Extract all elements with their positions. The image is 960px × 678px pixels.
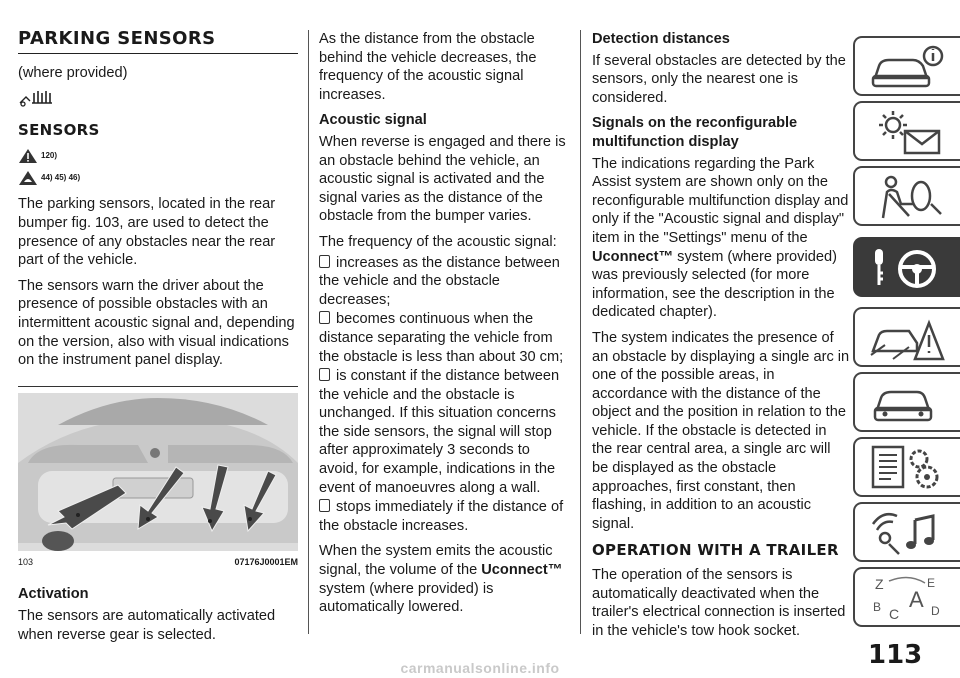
system-indication-text: The system indicates the presence of an obstacle by displaying a single arc in one of the possible areas, in accordance with the distance of the object and the position in relation to the vehicle. If the obstacle is detected in the rear central area, a single arc will be displayed as the obstacle approaches, first constant, then flashing, in addition to an acoustic signal. [592,329,850,532]
emergency-warning-triangle-icon [869,315,947,361]
bullet-item: is constant if the distance between the vehicle and the obstacle is unchanged. If this situation concerns the side sensors, the signal will stop after approximately 3 seconds to avoid, for example, indications in the event of manoeuvres along a wall. [319,368,560,496]
warning-triangle-icon [18,148,38,164]
page-number: 113 [868,640,923,670]
index-letter: Z [875,576,884,592]
column-divider-2 [580,30,581,634]
checkbox-bullet-icon [319,311,330,324]
index-letter: C [889,606,900,621]
trailer-text: The operation of the sensors is automatically deactivated when the trailer's electrical connection is inserted in the vehicle's tow hook socket. [592,567,846,639]
brand-uconnect: Uconnect™ [592,248,674,265]
display-signals-heading: Signals on the reconfigurable multifunction display [592,115,798,150]
key-steering-wheel-icon [869,245,947,291]
warning-reference [18,145,298,167]
bullet-item: becomes continuous when the distance separating the vehicle from the obstacle is less than about 30 cm; [319,311,564,365]
activation-text: The sensors are automatically activated when reverse gear is selected. [18,607,276,643]
warning-refs: 120) [41,151,58,161]
detection-text: If several obstacles are detected by the sensors, only the nearest one is considered. [592,52,846,106]
caution-refs: 44) 45) 46) [41,173,81,183]
index-letter: E [927,576,936,590]
figure-rule [18,386,298,387]
alphabetical-index-icon [869,575,947,621]
sensors-symbol-icon [18,89,298,113]
tab-safety[interactable] [853,166,960,226]
volume-text: When the system emits the acoustic signal, the volume of the Uconnect™ system (where provided) is automatically lowered. [319,543,563,616]
section-title-sensors: SENSORS [18,120,100,139]
bullet-item: stops immediately if the distance of the obstacle increases. [319,499,564,534]
index-letter: D [931,604,940,618]
checkbox-bullet-icon [319,255,330,268]
intro-text: As the distance from the obstacle behind the vehicle decreases, the frequency of the acoustic signal increases. [319,31,537,103]
car-service-icon [869,380,947,426]
column-3 [592,30,850,647]
index-letter: A [909,587,924,612]
tab-in-emergency[interactable] [853,307,960,367]
rear-bumper-sensors-illustration [18,393,298,551]
brand-uconnect: Uconnect™ [481,562,563,579]
tab-servicing-care[interactable] [853,372,960,432]
frequency-intro: The frequency of the acoustic signal: [319,233,557,250]
tab-starting-driving[interactable] [853,237,960,297]
figure-number: 103 [18,556,34,567]
watermark: carmanualsonline.info [400,660,560,676]
title-rule [18,53,298,54]
figure-caption [18,553,298,572]
acoustic-signal-heading: Acoustic signal [319,112,427,129]
checkbox-bullet-icon [319,499,330,512]
warning-lights-icon [869,109,947,155]
figure-103 [18,386,298,572]
index-letter: B [873,600,882,614]
availability-note: (where provided) [18,64,128,81]
acoustic-signal-text: When reverse is engaged and there is an obstacle behind the vehicle, an acoustic signal is activated and the signal varies as the distance of the obstacle from the bumper varies. [319,133,566,225]
tab-warning-lights[interactable] [853,101,960,161]
tab-multimedia[interactable] [853,502,960,562]
activation-heading: Activation [18,586,89,603]
display-signals-text: The indications regarding the Park Assist system are shown only on the reconfigurable multifunction display and only if the "Acoustic signal and display" item in the "Settings" menu of the Uconnect™ system (where provided) was previously selected (for more information, see the description in the dedicated chapter). [592,155,849,321]
detection-heading: Detection distances [592,31,730,47]
paragraph-2: The sensors warn the driver about the presence of possible obstacles with an intermittent acoustic signal and, depending on the version, also with visual indications on the instrument panel display. [18,277,295,369]
caution-oil-icon [18,170,38,186]
page-title: PARKING SENSORS [18,28,216,49]
tab-technical-data[interactable] [853,437,960,497]
column-divider-1 [308,30,309,634]
column-2 [319,30,569,624]
tab-index[interactable] [853,567,960,627]
paragraph-1: The parking sensors, located in the rear bumper fig. 103, are used to detect the presence of any obstacles near the rear part of the vehicle. [18,196,276,269]
tab-car-info[interactable] [853,36,960,96]
figure-code: 07176J0001EM [234,556,298,567]
bullet-item: increases as the distance between the vehicle and the obstacle decreases; [319,254,560,308]
checkbox-bullet-icon [319,368,330,381]
caution-reference [18,167,298,189]
multimedia-icon [869,510,947,556]
car-info-icon [869,44,947,90]
safety-airbag-icon [869,174,947,220]
technical-data-gears-icon [869,445,947,491]
trailer-heading: OPERATION WITH A TRAILER [592,541,839,560]
column-1 [18,30,298,651]
